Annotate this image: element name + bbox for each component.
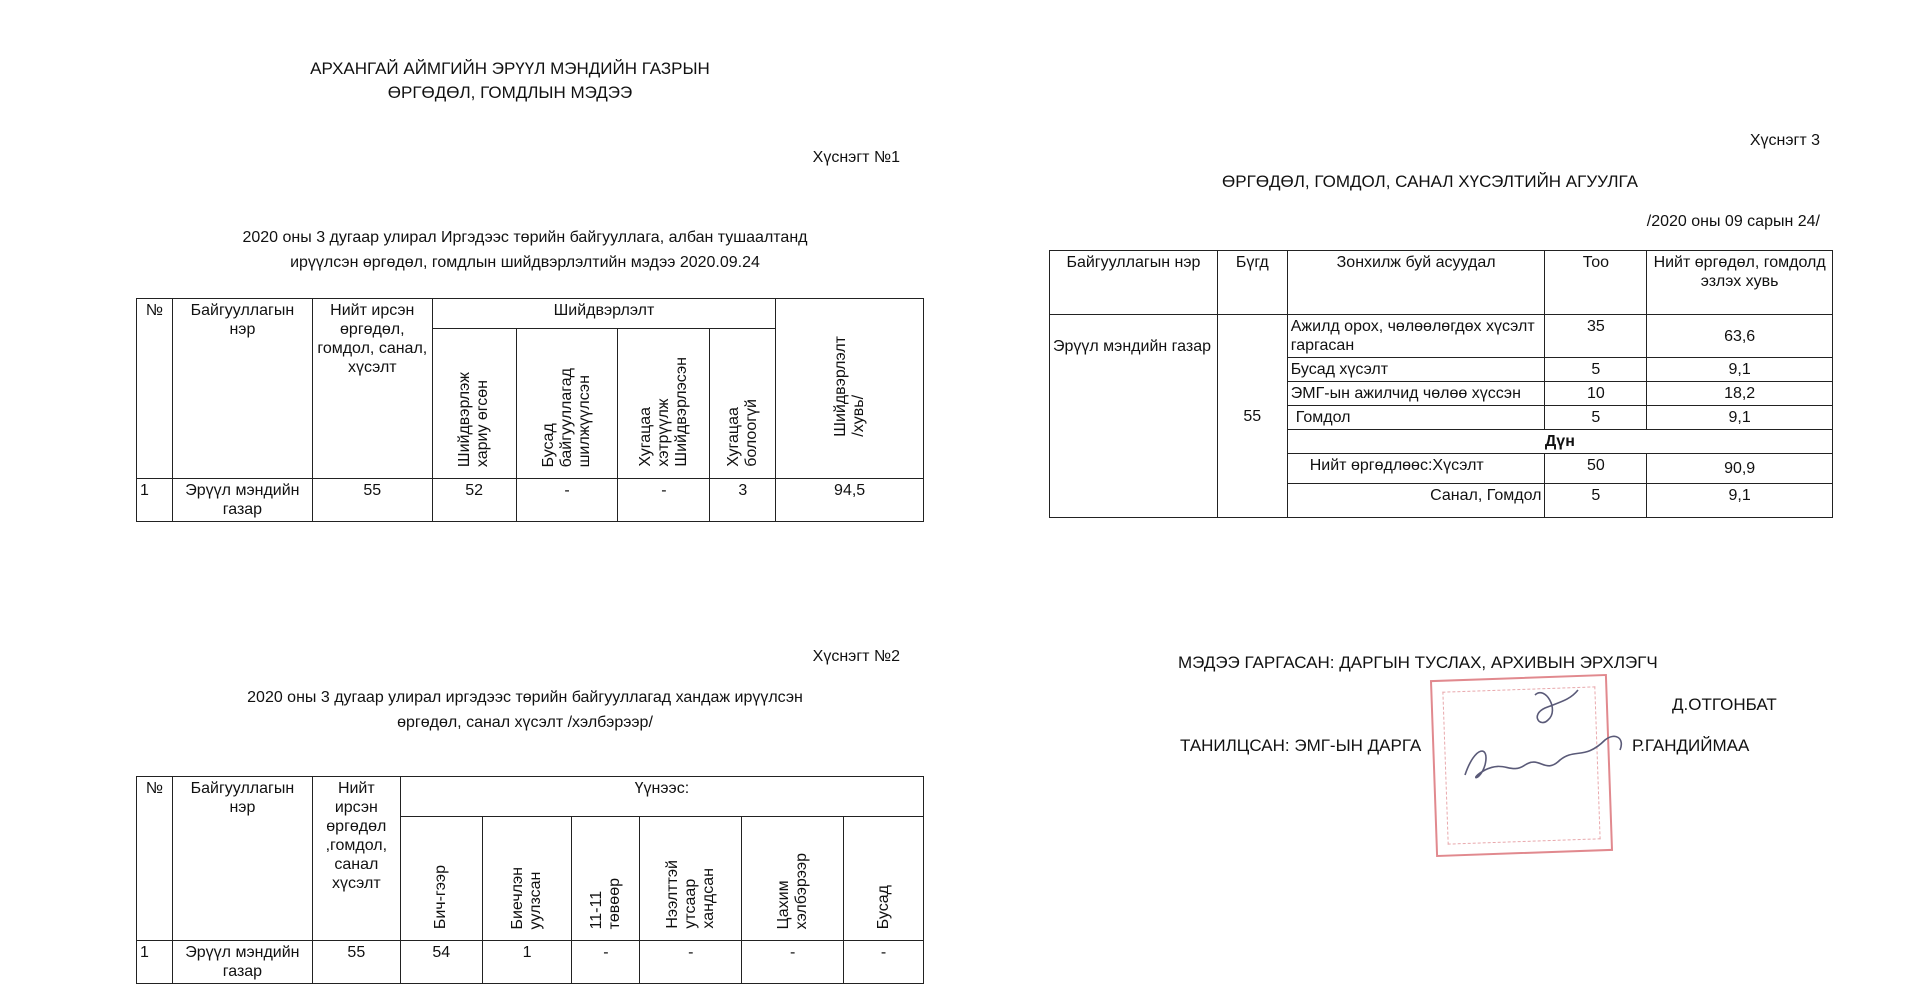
table3-cell-issue: ЭМГ-ын ажилчид чөлөө хүссэн xyxy=(1287,382,1545,406)
table1-header-total: Нийт ирсэн өргөдөл, гомдол, санал, хүсэлт xyxy=(312,299,432,479)
table2-header-hotline: 11-11 төвөөр xyxy=(572,817,640,941)
table3-summary-label: Дүн xyxy=(1287,430,1832,454)
table2-cell-phone: - xyxy=(640,941,742,984)
table1-caption-line1: 2020 оны 3 дугаар улирал Иргэдээс төрийн байгууллага, албан тушаалтанд xyxy=(242,229,808,246)
table1-label: Хүснэгт №1 xyxy=(812,149,900,166)
table3-header-issue: Зонхилж буй асуудал xyxy=(1287,251,1545,315)
table3-content xyxy=(1049,250,1833,518)
table3-header-count: Тоо xyxy=(1545,251,1647,315)
document-heading-line1: АРХАНГАЙ АЙМГИЙН ЭРҮҮЛ МЭНДИЙН ГАЗРЫН xyxy=(310,59,710,78)
table3-cell-share: 9,1 xyxy=(1647,406,1833,430)
reviewed-by-name: Р.ГАНДИЙМАА xyxy=(1632,736,1750,755)
table1-cell-total: 55 xyxy=(312,479,432,522)
table2-label: Хүснэгт №2 xyxy=(812,648,900,665)
table3-cell-org-total: 55 xyxy=(1217,315,1287,518)
table3-summary-share: 90,9 xyxy=(1647,454,1833,484)
table1-cell-org: Эрүүл мэндийн газар xyxy=(172,479,312,522)
table3-summary-issue: Нийт өргөдлөөс:Хүсэлт xyxy=(1287,454,1545,484)
table2-cell-in-person: 1 xyxy=(482,941,572,984)
table3-cell-count: 10 xyxy=(1545,382,1647,406)
prepared-by-label: МЭДЭЭ ГАРГАСАН: ДАРГЫН ТУСЛАХ, АРХИВЫН ЭРХЛЭГЧ xyxy=(1178,653,1658,672)
document-heading-line2: ӨРГӨДӨЛ, ГОМДЛЫН МЭДЭЭ xyxy=(387,83,633,102)
table1-header-transferred: Бусад байгууллагад шилжүүлсэн xyxy=(516,329,618,479)
table2-header-other: Бусад xyxy=(844,817,924,941)
table2-header-no: № xyxy=(137,777,173,941)
table1-header-org: Байгууллагын нэр xyxy=(172,299,312,479)
reviewed-by-label: ТАНИЛЦСАН: ЭМГ-ЫН ДАРГА xyxy=(1180,736,1422,755)
table3-cell-count: 5 xyxy=(1545,406,1647,430)
table2-caption-line1: 2020 оны 3 дугаар улирал иргэдээс төрийн байгууллагад хандаж ирүүлсэн xyxy=(247,689,803,706)
table1-caption-line2: ирүүлсэн өргөдөл, гомдлын шийдвэрлэлтийн мэдээ 2020.09.24 xyxy=(290,254,760,271)
table3-summary-share: 9,1 xyxy=(1647,484,1833,518)
table1-cell-percent: 94,5 xyxy=(776,479,924,522)
table1-resolution xyxy=(136,298,924,522)
table3-cell-issue: Бусад хүсэлт xyxy=(1287,358,1545,382)
table1-header-pending: Хугацаа болоогүй xyxy=(710,329,776,479)
table2-cell-hotline: - xyxy=(572,941,640,984)
table1-header-extended: Хугацаа хэтрүүлж Шийдвэрлэсэн xyxy=(618,329,710,479)
table3-header-org: Байгууллагын нэр xyxy=(1050,251,1218,315)
table2-cell-other: - xyxy=(844,941,924,984)
table-row xyxy=(1050,315,1833,358)
table-row xyxy=(137,941,924,984)
table3-header-share: Нийт өргөдөл, гомдолд эзлэх хувь xyxy=(1647,251,1833,315)
table2-header-electronic: Цахим хэлбэрээр xyxy=(742,817,844,941)
table1-cell-no: 1 xyxy=(137,479,173,522)
prepared-by-name: Д.ОТГОНБАТ xyxy=(1672,695,1777,714)
table1-cell-transferred: - xyxy=(516,479,618,522)
table2-header-phone: Нээлттэй утсаар хандсан xyxy=(640,817,742,941)
table1-header-percent: Шийдвэрлэлт /хувь/ xyxy=(776,299,924,479)
table2-header-in-person: Биечлэн уулзсан xyxy=(482,817,572,941)
table1-header-resolution: Шийдвэрлэлт xyxy=(432,299,776,329)
table2-header-total: Нийт ирсэн өргөдөл ,гомдол, санал хүсэлт xyxy=(312,777,400,941)
table3-cell-share: 18,2 xyxy=(1647,382,1833,406)
table2-header-written: Бич-гээр xyxy=(400,817,482,941)
table3-header-total: Бүгд xyxy=(1217,251,1287,315)
table3-cell-issue: Гомдол xyxy=(1287,406,1545,430)
table3-title: ӨРГӨДӨЛ, ГОМДОЛ, САНАЛ ХҮСЭЛТИЙН АГУУЛГА xyxy=(1222,172,1638,191)
table2-channels xyxy=(136,776,924,984)
table2-caption-line2: өргөдөл, санал хүсэлт /хэлбэрээр/ xyxy=(397,714,653,731)
table3-summary-count: 50 xyxy=(1545,454,1647,484)
table3-cell-share: 9,1 xyxy=(1647,358,1833,382)
table-row xyxy=(137,479,924,522)
table2-cell-total: 55 xyxy=(312,941,400,984)
signature-mark-bottom xyxy=(1455,720,1635,810)
table3-cell-issue: Ажилд орох, чөлөөлөгдөх хүсэлт гаргасан xyxy=(1287,315,1545,358)
table1-cell-resolved: 52 xyxy=(432,479,516,522)
table1-header-no: № xyxy=(137,299,173,479)
table2-cell-electronic: - xyxy=(742,941,844,984)
table1-header-resolved: Шийдвэрлэж хариу өгсөн xyxy=(432,329,516,479)
table3-summary-count: 5 xyxy=(1545,484,1647,518)
table2-cell-no: 1 xyxy=(137,941,173,984)
table3-summary-issue: Санал, Гомдол xyxy=(1287,484,1545,518)
table3-date: /2020 оны 09 сарын 24/ xyxy=(1646,213,1820,230)
table2-header-source: Үүнээс: xyxy=(400,777,923,817)
table1-cell-pending: 3 xyxy=(710,479,776,522)
table2-cell-written: 54 xyxy=(400,941,482,984)
table3-cell-count: 5 xyxy=(1545,358,1647,382)
table3-cell-share: 63,6 xyxy=(1647,315,1833,358)
table3-label: Хүснэгт 3 xyxy=(1749,132,1820,149)
table2-cell-org: Эрүүл мэндийн газар xyxy=(172,941,312,984)
table3-cell-count: 35 xyxy=(1545,315,1647,358)
table1-cell-extended: - xyxy=(618,479,710,522)
table3-cell-org: Эрүүл мэндийн газар xyxy=(1050,315,1218,518)
table2-header-org: Байгууллагын нэр xyxy=(172,777,312,941)
